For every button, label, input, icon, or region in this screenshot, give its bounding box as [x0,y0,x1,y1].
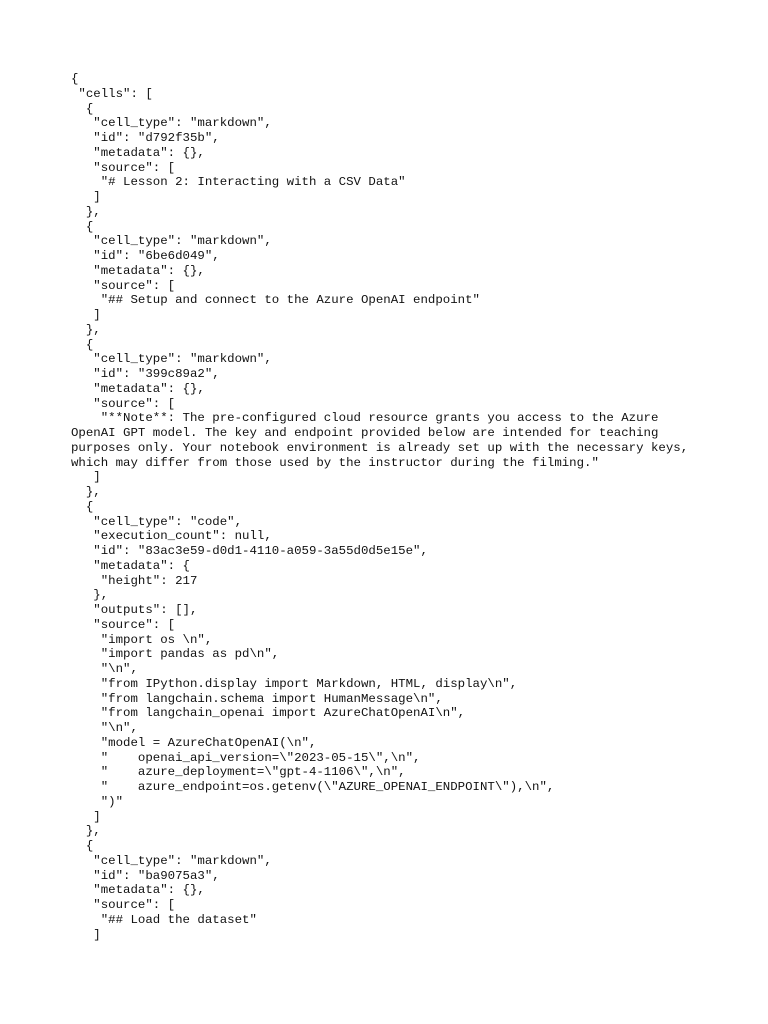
text-line: { [71,337,94,352]
text-line: "from langchain_openai import AzureChatOpenAI\n", [71,706,466,721]
text-line: "metadata": {}, [71,381,205,396]
text-line: "metadata": { [71,558,190,573]
text-line: }, [71,824,101,839]
text-line: "source": [ [71,617,176,632]
document-page [71,72,711,942]
text-line: " openai_api_version=\"2023-05-15\",\n", [71,750,421,765]
text-line: "cells": [ [71,86,153,101]
text-line: "## Setup and connect to the Azure OpenAI endpoint" [71,293,480,308]
text-line: { [71,839,94,853]
text-line: "source": [ [71,160,176,175]
text-line: "model = AzureChatOpenAI(\n", [71,735,317,750]
text-line: "metadata": {}, [71,883,205,898]
text-line: "id": "ba9075a3", [71,868,220,883]
text-line: "**Note**: The pre-configured cloud resource grants you access to the Azure [71,411,659,426]
text-line: { [71,101,94,116]
text-line: "from IPython.display import Markdown, HTML, display\n", [71,676,518,691]
text-line: OpenAI GPT model. The key and endpoint provided below are intended for teaching [71,426,659,440]
text-line: "id": "83ac3e59-d0d1-4110-a059-3a55d0d5e15e", [71,544,428,558]
text-line: { [71,72,79,86]
text-line: "from langchain.schema import HumanMessage\n", [71,691,443,706]
text-line: "id": "6be6d049", [71,249,220,263]
text-line: "import os \n", [71,632,213,647]
text-line: ")" [71,794,124,809]
text-line: }, [71,322,101,337]
text-line: " azure_endpoint=os.getenv(\"AZURE_OPENAI_ENDPOINT\"),\n", [71,780,555,794]
text-line: "\n", [71,662,138,676]
text-line: }, [71,588,109,603]
text-line: }, [71,485,101,499]
text-line: "execution_count": null, [71,529,272,544]
text-line: "# Lesson 2: Interacting with a CSV Data" [71,175,406,190]
text-line: ] [71,470,101,485]
text-line: "metadata": {}, [71,263,205,278]
json-text-block [71,72,711,942]
text-line: "outputs": [], [71,603,198,617]
text-line: which may differ from those used by the instructor during the filming." [71,455,599,470]
text-line: "cell_type": "markdown", [71,116,272,131]
text-line: ] [71,927,101,942]
text-line: ] [71,809,101,824]
text-line: "source": [ [71,278,176,293]
text-line: "import pandas as pd\n", [71,647,280,662]
text-line: " azure_deployment=\"gpt-4-1106\",\n", [71,765,406,780]
text-line: "cell_type": "markdown", [71,234,272,249]
text-line: }, [71,204,101,219]
text-line: ] [71,190,101,204]
text-line: "metadata": {}, [71,145,205,160]
text-line: "source": [ [71,898,176,912]
text-line: purposes only. Your notebook environment is already set up with the necessary keys, [71,440,689,455]
text-line: "id": "399c89a2", [71,367,220,381]
text-line: "cell_type": "markdown", [71,853,272,868]
text-line: ] [71,308,101,322]
text-line: "source": [ [71,396,176,411]
text-line: "cell_type": "markdown", [71,352,272,367]
text-line: "height": 217 [71,573,198,588]
text-line: "\n", [71,721,138,735]
text-line: "id": "d792f35b", [71,131,220,145]
text-line: "## Load the dataset" [71,912,257,927]
text-line: { [71,219,94,234]
text-line: "cell_type": "code", [71,514,243,529]
text-line: { [71,499,94,514]
